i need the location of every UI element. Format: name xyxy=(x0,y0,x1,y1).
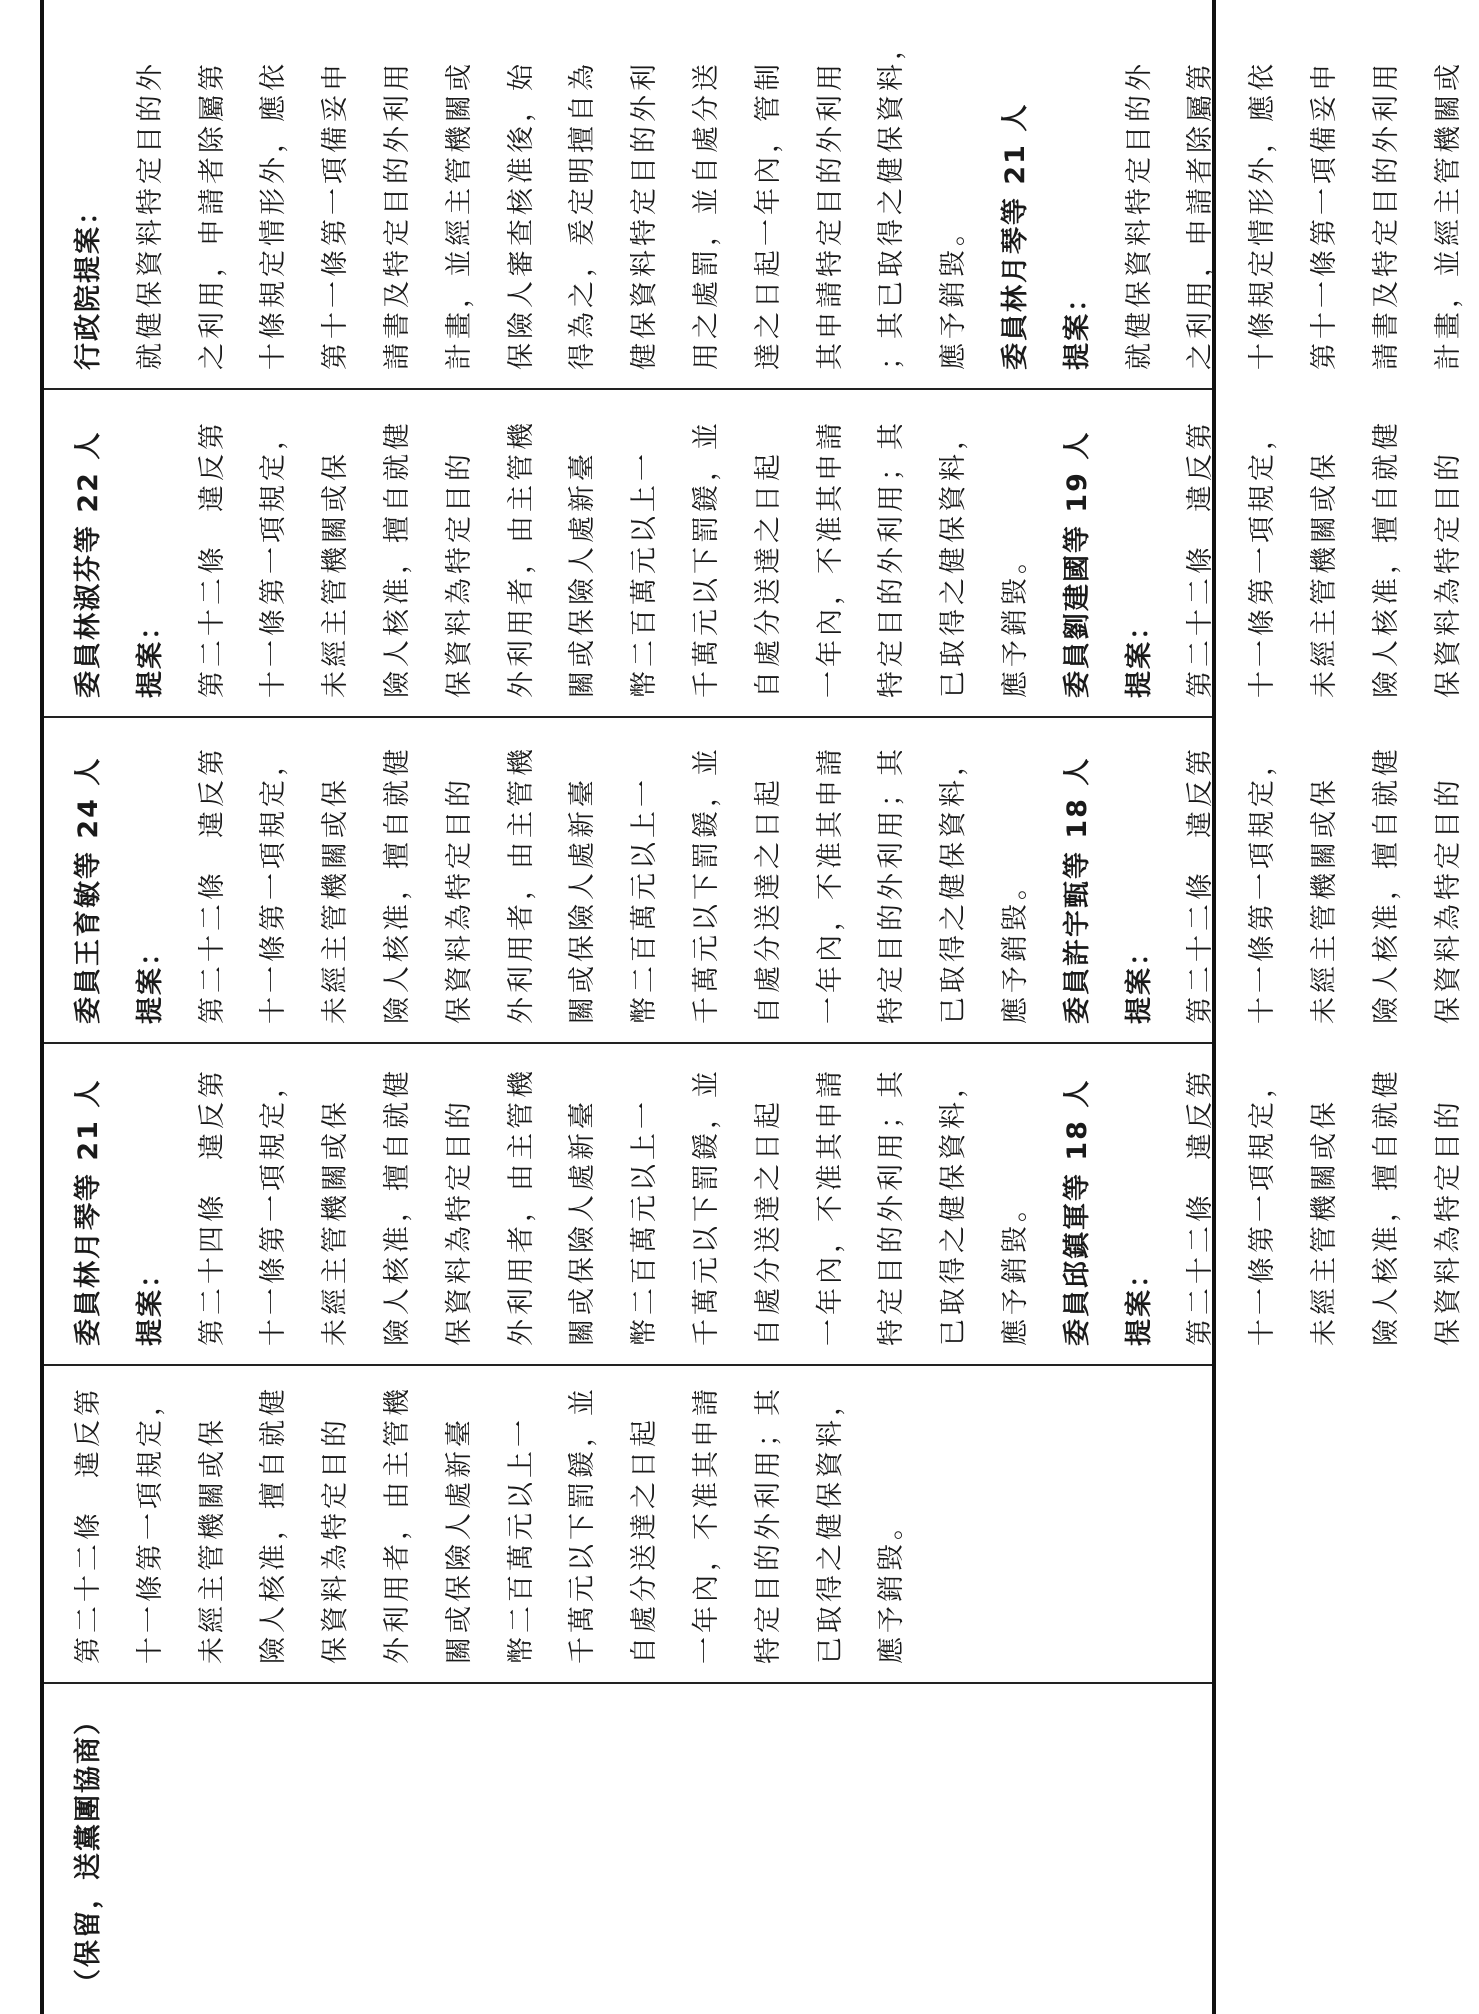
text-line: 應予銷毀。 xyxy=(999,869,1031,1024)
executive-yuan-title: 行政院提案： xyxy=(73,196,104,370)
text-line: 特定目的外利用；其 xyxy=(876,419,908,698)
text-line: 自處分送達之日起 xyxy=(629,1416,661,1664)
text-line: 健保資料特定目的外利 xyxy=(629,60,661,370)
text-line: 十一條第一項規定， xyxy=(134,1385,166,1664)
text-line: 請書及特定目的外利用 xyxy=(1370,60,1402,370)
proposal-text xyxy=(1170,1062,1479,1346)
text-line: 險人核准，擅自就健 xyxy=(381,1067,413,1346)
proposal-text xyxy=(182,736,1047,1024)
text-line: 保資料為特定目的 xyxy=(443,1098,475,1346)
text-line: 應予銷毀。 xyxy=(938,215,970,370)
text-line: 第十一條第一項備妥申 xyxy=(320,60,352,370)
text-line: 保資料為特定目的 xyxy=(1432,1098,1464,1346)
proposal-text xyxy=(1170,736,1479,1024)
text-line: 外利用者，由主管機 xyxy=(505,745,537,1024)
text-line: 自處分送達之日起 xyxy=(752,1098,784,1346)
text-line: 第二十二條 違反第 xyxy=(1185,745,1217,1024)
text-line: 其申請特定目的外利用 xyxy=(814,60,846,370)
text-line: 保資料為特定目的 xyxy=(443,450,475,698)
proposal-column-lin-yueqin xyxy=(44,1044,1464,1366)
text-line: 外利用者，由主管機 xyxy=(381,1385,413,1664)
amendment-column xyxy=(44,1366,1212,1684)
explanation-text xyxy=(120,18,985,370)
proposal-text xyxy=(182,1062,1047,1346)
text-line: 保資料為特定目的 xyxy=(1432,450,1464,698)
text-line: 十一條第一項規定， xyxy=(1247,419,1279,698)
text-line: 險人核准，擅自就健 xyxy=(381,419,413,698)
proposal-column-wang-yumin xyxy=(44,718,1464,1044)
text-line: 一年內，不准其申請 xyxy=(814,419,846,698)
text-line: 第二十二條 違反第 xyxy=(73,1385,104,1664)
text-line: 未經主管機關或保 xyxy=(320,776,352,1024)
text-line: 千萬元以下罰鍰，並 xyxy=(690,419,722,698)
explanation-text xyxy=(1109,18,1479,370)
text-line: 未經主管機關或保 xyxy=(1308,450,1340,698)
text-line: 幣二百萬元以上一 xyxy=(505,1416,537,1664)
text-line: 險人核准，擅自就健 xyxy=(1370,745,1402,1024)
text-line: 之利用，申請者除屬第 xyxy=(1185,60,1217,370)
text-line: 險人核准，擅自就健 xyxy=(258,1385,290,1664)
text-line: 一年內，不准其申請 xyxy=(690,1385,722,1664)
text-line: 關或保險人處新臺 xyxy=(567,450,599,698)
text-line: 應予銷毀。 xyxy=(999,543,1031,698)
text-line: 幣二百萬元以上一 xyxy=(629,776,661,1024)
negotiation-note: （保留，送黨團協商） xyxy=(73,1706,104,1996)
text-line: 第二十二條 違反第 xyxy=(1185,1067,1217,1346)
text-line: 第十一條第一項備妥申 xyxy=(1308,60,1340,370)
text-line: 保資料為特定目的 xyxy=(1432,776,1464,1024)
proposal-label: 提案： xyxy=(134,937,166,1024)
text-line: 第二十二條 違反第 xyxy=(196,419,228,698)
text-line: 險人核准，擅自就健 xyxy=(381,745,413,1024)
text-line: 特定目的外利用；其 xyxy=(752,1385,784,1664)
proposal-label: 提案： xyxy=(1123,937,1155,1024)
text-line: 達之日起一年內，管制 xyxy=(752,60,784,370)
proposal-title: 委員王育敏等 24 人 xyxy=(73,756,104,1024)
text-line: 幣二百萬元以上一 xyxy=(629,1098,661,1346)
text-line: 已取得之健保資料， xyxy=(938,419,970,698)
amendment-text xyxy=(58,1384,923,1664)
explanation-column xyxy=(44,0,1464,390)
text-line: 十一條第一項規定， xyxy=(1247,745,1279,1024)
text-line: 應予銷毀。 xyxy=(876,1509,908,1664)
text-line: 計畫，並經主管機關或 xyxy=(443,60,475,370)
text-line: 未經主管機關或保 xyxy=(320,1098,352,1346)
proposal-title: 委員劉建國等 19 人 xyxy=(1061,430,1093,698)
text-line: 未經主管機關或保 xyxy=(196,1416,228,1664)
text-line: 一年內，不准其申請 xyxy=(814,745,846,1024)
text-line: 保資料為特定目的 xyxy=(443,776,475,1024)
text-line: 第二十二條 違反第 xyxy=(1185,419,1217,698)
text-line: 關或保險人處新臺 xyxy=(567,776,599,1024)
text-line: 之利用，申請者除屬第 xyxy=(196,60,228,370)
proposal-column-lin-shufen xyxy=(44,390,1464,718)
text-line: 就健保資料特定目的外 xyxy=(134,60,166,370)
text-line: 未經主管機關或保 xyxy=(1308,776,1340,1024)
text-line: 保險人審查核准後，始 xyxy=(505,60,537,370)
text-line: 已取得之健保資料， xyxy=(814,1385,846,1664)
proposal-label: 提案： xyxy=(1061,283,1093,370)
text-line: 第二十二條 違反第 xyxy=(196,745,228,1024)
text-line: 已取得之健保資料， xyxy=(938,745,970,1024)
proposal-label: 提案： xyxy=(134,1259,166,1346)
text-line: 險人核准，擅自就健 xyxy=(1370,1067,1402,1346)
text-line: 應予銷毀。 xyxy=(999,1191,1031,1346)
proposal-title: 委員林月琴等 21 人 xyxy=(73,1078,104,1346)
text-line: 十一條第一項規定， xyxy=(1247,1067,1279,1346)
text-line: 特定目的外利用；其 xyxy=(876,1067,908,1346)
text-line: 已取得之健保資料， xyxy=(938,1067,970,1346)
text-line: 十一條第一項規定， xyxy=(258,1067,290,1346)
text-line: 外利用者，由主管機 xyxy=(505,1067,537,1346)
text-line: 得為之，爰定明擅自為 xyxy=(567,60,599,370)
text-line: 自處分送達之日起 xyxy=(752,776,784,1024)
proposal-label: 提案： xyxy=(1123,611,1155,698)
proposal-title: 委員林月琴等 21 人 xyxy=(999,102,1031,370)
text-line: 關或保險人處新臺 xyxy=(567,1098,599,1346)
note-column xyxy=(44,1684,1212,2014)
text-line: 險人核准，擅自就健 xyxy=(1370,419,1402,698)
proposal-text xyxy=(1170,408,1479,698)
text-line: 自處分送達之日起 xyxy=(752,450,784,698)
proposal-title: 委員林淑芬等 22 人 xyxy=(73,430,104,698)
proposal-text xyxy=(182,408,1047,698)
text-line: 千萬元以下罰鍰，並 xyxy=(690,1067,722,1346)
text-line: 關或保險人處新臺 xyxy=(443,1416,475,1664)
text-line: 幣二百萬元以上一 xyxy=(629,450,661,698)
text-line: 特定目的外利用；其 xyxy=(876,745,908,1024)
text-line: 十條規定情形外，應依 xyxy=(1247,60,1279,370)
text-line: 請書及特定目的外利用 xyxy=(381,60,413,370)
text-line: 十一條第一項規定， xyxy=(258,745,290,1024)
proposal-title: 委員許宇甄等 18 人 xyxy=(1061,756,1093,1024)
text-line: 一年內，不准其申請 xyxy=(814,1067,846,1346)
text-line: 用之處罰，並自處分送 xyxy=(690,60,722,370)
proposal-label: 提案： xyxy=(134,611,166,698)
proposal-label: 提案： xyxy=(1123,1259,1155,1346)
text-line: 就健保資料特定目的外 xyxy=(1123,60,1155,370)
text-line: 外利用者，由主管機 xyxy=(505,419,537,698)
text-line: 千萬元以下罰鍰，並 xyxy=(690,745,722,1024)
text-line: 第二十四條 違反第 xyxy=(196,1067,228,1346)
text-line: 未經主管機關或保 xyxy=(1308,1098,1340,1346)
text-line: 十條規定情形外，應依 xyxy=(258,60,290,370)
text-line: 未經主管機關或保 xyxy=(320,450,352,698)
text-line: 保資料為特定目的 xyxy=(320,1416,352,1664)
text-line: 計畫，並經主管機關或 xyxy=(1432,60,1464,370)
text-line: 十一條第一項規定， xyxy=(258,419,290,698)
text-line: ；其已取得之健保資料， xyxy=(876,29,908,370)
text-line: 千萬元以下罰鍰，並 xyxy=(567,1385,599,1664)
proposal-title: 委員邱鎮軍等 18 人 xyxy=(1061,1078,1093,1346)
